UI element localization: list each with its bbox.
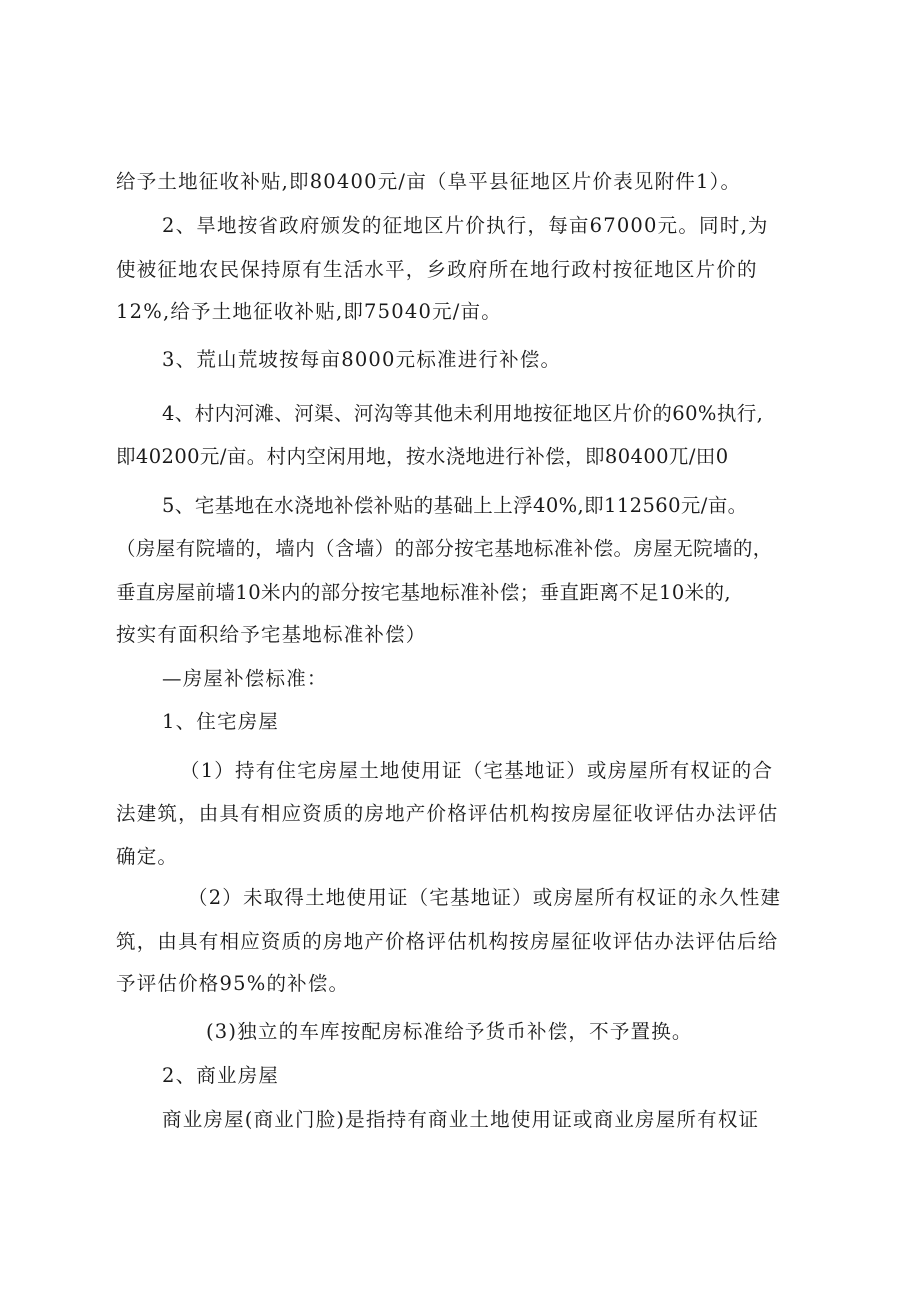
paragraph-line: 商业房屋(商业门脸)是指持有商业土地使用证或商业房屋所有权证 [162, 1108, 760, 1131]
paragraph-line: 即40200元/亩。村内空闲用地，按水浇地进行补偿，即80400兀/田0 [116, 445, 729, 468]
paragraph-line: （2）未取得土地使用证（宅基地证）或房屋所有权证的永久性建 [188, 886, 782, 909]
paragraph-line: （1）持有住宅房屋土地使用证（宅基地证）或房屋所有权证的合 [180, 759, 774, 782]
paragraph-line: 使被征地农民保持原有生活水平，乡政府所在地行政村按征地区片价的 [116, 258, 758, 281]
paragraph-line: 4、村内河滩、河渠、河沟等其他未利用地按征地区片价的60%执行, [162, 402, 764, 425]
section-heading: 1、住宅房屋 [162, 710, 280, 733]
paragraph-line: 12%,给予土地征收补贴,即75040元/亩。 [116, 300, 502, 323]
paragraph-line: 5、宅基地在水浇地补偿补贴的基础上上浮40%,即112560元/亩。 [162, 494, 748, 517]
paragraph-line: 3、荒山荒坡按每亩8000元标准进行补偿。 [162, 348, 562, 371]
section-heading: 2、商业房屋 [162, 1064, 280, 1087]
paragraph-line: 予评估价格95%的补偿。 [116, 972, 350, 995]
paragraph-line: 给予土地征收补贴,即80400元/亩（阜平县征地区片价表见附件1）。 [116, 170, 742, 193]
paragraph-line: (3)独立的车库按配房标准给予货币补偿，不予置换。 [206, 1020, 693, 1043]
paragraph-line: （房屋有院墙的，墙内（含墙）的部分按宅基地标准补偿。房屋无院墙的， [116, 537, 773, 560]
paragraph-line: 垂直房屋前墙10米内的部分按宅基地标准补偿；垂直距离不足10米的, [116, 581, 732, 604]
paragraph-line: 按实有面积给予宅基地标准补偿） [116, 623, 427, 646]
paragraph-line: 确定。 [116, 845, 179, 868]
paragraph-line: 筑，由具有相应资质的房地产价格评估机构按房屋征收评估办法评估后给 [116, 930, 779, 953]
paragraph-line: 2、旱地按省政府颁发的征地区片价执行，每亩67000元。同时,为 [162, 214, 769, 237]
section-heading: —房屋补偿标准： [162, 667, 328, 690]
paragraph-line: 法建筑，由具有相应资质的房地产价格评估机构按房屋征收评估办法评估 [116, 802, 779, 825]
